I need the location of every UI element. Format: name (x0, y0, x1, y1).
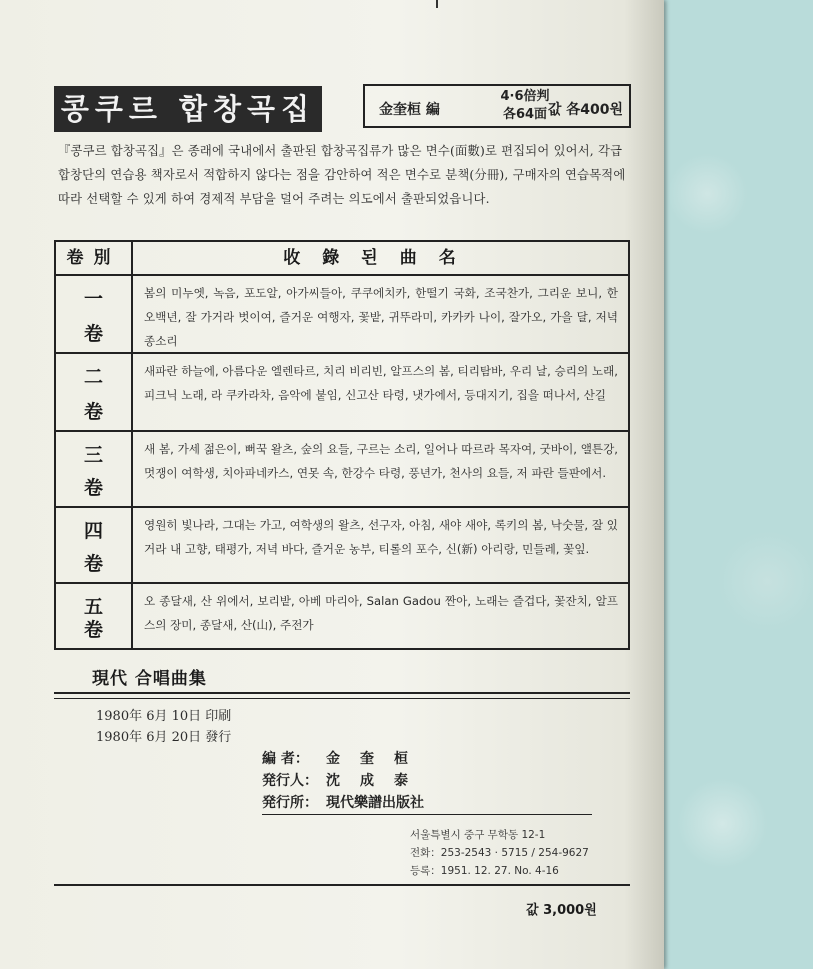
issuer-line (262, 770, 428, 790)
table-row (56, 274, 628, 354)
song-list: 오 종달새, 산 위에서, 보리밭, 아베 마리아, Salan Gadou 짠아, 노래는 즐겁다, 꽃잔치, 알프스의 장미, 종달새, 산(山), 주전가 (144, 594, 618, 632)
table-row (56, 352, 628, 432)
volume-price: 값 各400원 (547, 102, 623, 118)
volume-suffix: 卷 (83, 553, 103, 575)
format-pages: 各64面 (502, 107, 548, 122)
song-list: 새 봄, 가세 젊은이, 뻐꾹 왈츠, 숲의 요들, 구르는 소리, 일어나 따르라 목자여, 굿바이, 앨튼강, 멋쟁이 여학생, 치아파네카스, 연못 속, 한강수 타령, 풍년가, 천사의 요들, 저 파란 들판에서. (144, 442, 618, 480)
divider (54, 692, 630, 699)
divider (262, 814, 592, 815)
editor-credit: 金奎桓 編 (379, 102, 440, 118)
song-list: 영원히 빛나라, 그대는 가고, 여학생의 왈츠, 선구자, 아침, 새야 새야, 록키의 봄, 낙숫물, 잘 있거라 내 고향, 태평가, 저녁 바다, 즐거운 농부, 티롤의 포수, 신(新) 아리랑, 민들레, 꽃잎. (144, 518, 618, 556)
publisher-phone: 전화：253-2543 · 5715 / 254-9627 (410, 847, 589, 859)
ink-mark (436, 0, 438, 8)
volume-number: 三 (83, 444, 103, 466)
table-header-row (56, 242, 628, 274)
volume-cell (56, 508, 131, 584)
volume-number: 二 (83, 366, 103, 388)
editor-name: 金奎桓 (326, 751, 428, 767)
publisher-address: 서울특별시 중구 무학동 12-1 (410, 829, 546, 841)
volume-cell (56, 584, 131, 650)
publisher-registration: 등록：1951. 12. 27. No. 4-16 (410, 865, 559, 877)
book-title: 콩쿠르 합창곡집 (54, 86, 322, 132)
issuer-label: 発行人： (262, 773, 318, 789)
song-list: 새파란 하늘에, 아름다운 엘렌타르, 치리 비리빈, 알프스의 봄, 티리탐바, 우리 날, 승리의 노래, 피크닉 노래, 라 쿠카라차, 음악에 붙임, 신고산 타령, 냇가에서, 등대지기, 집을 떠나서, 산길 (144, 364, 618, 402)
issue-date: 1980年 6月 20日 發行 (96, 730, 232, 745)
publisher-name: 現代樂譜出版社 (326, 795, 424, 811)
contents-table (54, 240, 630, 650)
volume-suffix: 卷 (83, 323, 103, 345)
table-row (56, 506, 628, 584)
table-row (56, 582, 628, 650)
volume-cell (56, 354, 131, 432)
divider (54, 884, 630, 886)
issuer-name: 沈成泰 (326, 773, 428, 789)
editor-label: 編 者： (262, 751, 309, 767)
format-size: 4·6倍判 (500, 89, 550, 104)
intro-paragraph: 『콩쿠르 합창곡집』은 종래에 국내에서 출판된 합창곡집류가 많은 면수(面數)로 편집되어 있어서, 각급 합창단의 연습용 책자로서 적합하지 않다는 점을 감안하여 적은 면수로 분책(分冊), 구매자의 연습목적에 따라 선택할 수 있게 하여 경제적 부담을 덜어 주려는 의도에서 출판되었읍니다. (58, 144, 626, 206)
header-songs: 收錄된曲名 (283, 248, 478, 268)
volume-number: 一 (83, 288, 103, 310)
table-row (56, 430, 628, 508)
editor-line (262, 748, 428, 768)
volume-number: 四 (83, 520, 103, 542)
colophon-title: 現代 合唱曲集 (92, 669, 207, 689)
total-price: 값 3,000원 (526, 903, 597, 918)
volume-suffix: 卷 (83, 401, 103, 423)
publisher-label: 発行所： (262, 795, 318, 811)
print-date: 1980年 6月 10日 印刷 (96, 709, 232, 724)
song-list: 봄의 미누엣, 녹음, 포도알, 아가씨들아, 쿠쿠에치카, 한떨기 국화, 조국찬가, 그리운 보니, 한 오백년, 잘 가거라 벗이여, 즐거운 여행자, 꽃밭, 귀뚜라미, 카카카 나이, 잘가오, 가을 달, 저녁 종소리 (144, 286, 618, 348)
header-volume: 卷別 (66, 248, 121, 268)
book-info-box (363, 84, 631, 128)
volume-suffix: 卷 (83, 477, 103, 499)
volume-cell (56, 276, 131, 354)
cover-background (662, 0, 813, 969)
volume-suffix: 卷 (83, 619, 103, 641)
volume-cell (56, 432, 131, 508)
volume-number: 五 (83, 596, 103, 618)
publisher-line (262, 792, 424, 812)
